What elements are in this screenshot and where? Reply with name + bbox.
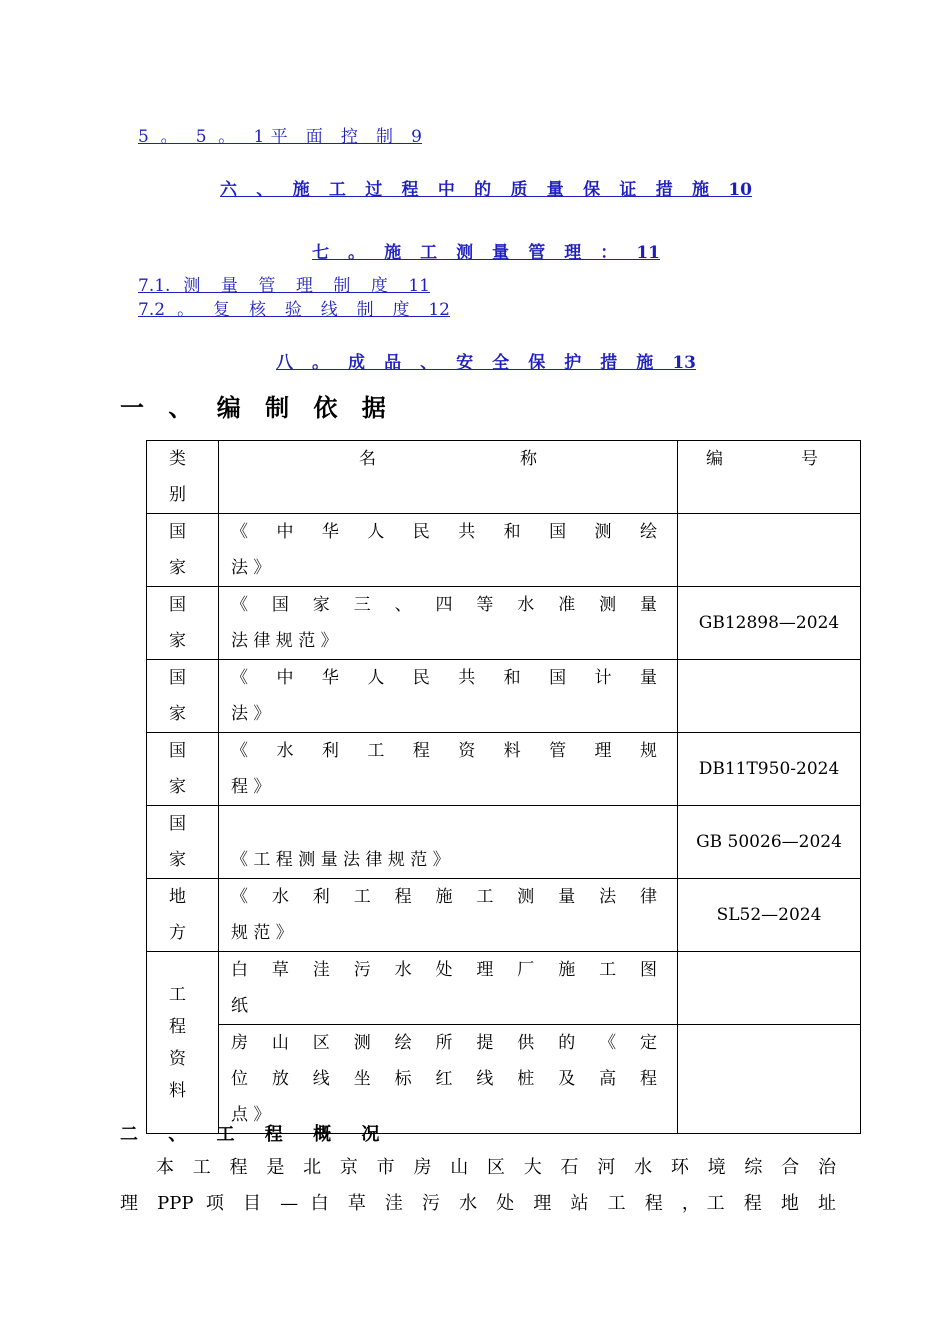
table-row: 国 家 《 中 华 人 民 共 和 国 计 量 法 》 (147, 660, 861, 733)
basis-table (146, 440, 861, 1134)
toc-item-6[interactable]: 六 、 施 工 过 程 中 的 质 量 保 证 措 施 10 (220, 180, 752, 200)
table-row: 国 家 《 国 家 三 、 四 等 水 准 测 量 法 律 规 范 》 GB12898—2024 (147, 587, 861, 660)
toc-item-7-2[interactable]: 7.2 。 复 核 验 线 制 度 12 (138, 300, 450, 320)
toc-item-5-5-1[interactable]: 5 。 5 。 1平 面 控 制 9 (138, 127, 422, 147)
section-heading-overview: 二 、 工 程 概 况 (120, 1124, 392, 1145)
table-row: 国 家 《 工 程 测 量 法 律 规 范 》 GB 50026—2024 (147, 806, 861, 879)
project-docs-category: 工 程 资 料 (147, 952, 219, 1134)
section-heading-basis: 一 、 编 制 依 据 (120, 394, 394, 422)
table-row: 地 方 《 水 利 工 程 施 工 测 量 法 律 规 范 》 SL52—2024 (147, 879, 861, 952)
header-code: 编 号 (678, 441, 861, 514)
toc-item-8[interactable]: 八 。 成 品 、 安 全 保 护 措 施 13 (276, 353, 696, 373)
header-category: 类 别 (147, 441, 219, 514)
table-row: 房 山 区 测 绘 所 提 供 的 《 定 位 放 线 坐 标 红 线 桩 及 高 程 点 》 (147, 1025, 861, 1134)
toc-item-7-1[interactable]: 7.1. 测 量 管 理 制 度 11 (138, 276, 430, 296)
table-header-row (147, 441, 861, 514)
table-row: 国 家 《 水 利 工 程 资 料 管 理 规 程 》 DB11T950-2024 (147, 733, 861, 806)
overview-paragraph: 本 工 程 是 北 京 市 房 山 区 大 石 河 水 环 境 综 合 治 理 PPP 项 目 — 白 草 洼 污 水 处 理 站 工 程 ，工 程 地 址 (120, 1157, 836, 1214)
toc-item-7[interactable]: 七 。 施 工 测 量 管 理 ： 11 (312, 243, 660, 263)
header-name: 名 称 (219, 441, 678, 514)
table-row: 工 程 资 料 白 草 洼 污 水 处 理 厂 施 工 图 纸 (147, 952, 861, 1025)
table-row: 国 家 《 中 华 人 民 共 和 国 测 绘 法 》 (147, 514, 861, 587)
